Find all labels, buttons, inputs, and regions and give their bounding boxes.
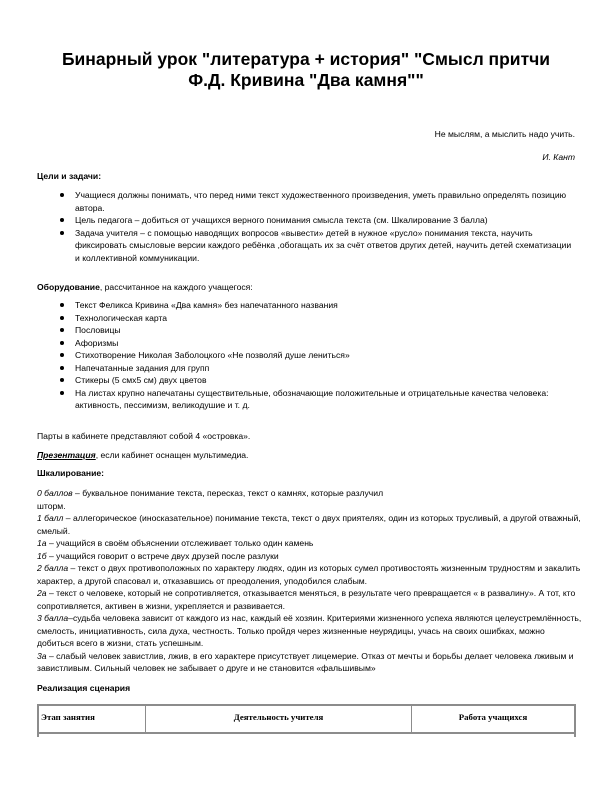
title-line-1: Бинарный урок "литература + история" "Смысл притчи [61,49,551,69]
bullet-icon [60,378,64,382]
list-item: Текст Феликса Кривина «Два камня» без напечатанного названия [57,299,577,312]
presentation-note: Презентация, если кабинет оснащен мультимедиа. [37,450,249,460]
scaling-entry: 1б – учащийся говорит о встрече двух друзей после разлуки [37,550,279,561]
list-item: Технологическая карта [57,312,577,325]
bullet-icon [60,366,64,370]
bullet-icon [60,218,64,222]
bullet-icon [60,341,64,345]
scaling-list [37,487,582,675]
equipment-list [57,299,577,412]
bullet-icon [60,231,64,235]
bullet-icon [60,316,64,320]
scenario-table-header [37,704,576,734]
scaling-entry: 1а – учащийся в своём объяснении отслеживает только один камень [37,538,314,548]
bullet-icon [60,328,64,332]
title-line-2: Ф.Д. Кривина "Два камня"" [188,70,424,90]
column-header-stage: Этап занятия [39,706,146,732]
document-title [30,49,582,91]
scaling-entry: 1 балл – аллегорическое (иносказательное) понимание текста, текст о двух приятелях, один из которых трусливый, а другой отважный, смелый. [37,513,581,536]
goals-heading: Цели и задачи: [37,171,102,181]
list-item: На листах крупно напечатаны существительные, обозначающие положительные и отрицательные качества человека: активность, пессимизм, великодушие и т. д. [57,387,577,412]
bullet-icon [60,391,64,395]
list-item: Задача учителя – с помощью наводящих вопросов «вывести» детей в нужное «русло» понимания текста, научить фиксировать смысловые версии каждого ребёнка ,обогащать их за счёт ответов других детей, научить детей схематизации и коллективной коммуникации. [57,227,577,265]
bullet-icon [60,303,64,307]
scenario-table-body [37,733,576,737]
epigraph-quote: Не мыслям, а мыслить надо учить. [434,129,575,139]
list-item: Афоризмы [57,337,577,350]
scaling-entry: 0 баллов – буквальное понимание текста, пересказ, текст о камнях, которые разлучил шторм. [37,488,384,511]
list-item: Напечатанные задания для групп [57,362,577,375]
bullet-icon [60,193,64,197]
list-item: Стихотворение Николая Заболоцкого «Не позволяй душе лениться» [57,349,577,362]
epigraph-author: И. Кант [542,152,575,162]
scaling-entry: 3 балла–судьба человека зависит от каждого из нас, каждый её хозяин. Критериями жизненного успеха являются целеустремлённость, смелость, инициативность, сила духа, честность. Только пройдя через жизненные неурядицы, учась на своих ошибках, можно добиться всего в жизни, стать успешным. [37,613,582,648]
equipment-heading: Оборудование, рассчитанное на каждого учащегося: [37,282,253,292]
list-item: Стикеры (5 смх5 см) двух цветов [57,374,577,387]
goals-list [57,189,577,264]
column-header-teacher: Деятельность учителя [146,706,412,732]
desks-note: Парты в кабинете представляют собой 4 «островка». [37,431,251,441]
column-header-students: Работа учащихся [458,712,528,722]
bullet-icon [60,353,64,357]
scaling-entry: 2 балла – текст о двух противоположных по характеру людях, один из которых сумел противостоять жизненным трудностям и закалить характер, а другой спасовал и, отказавшись от преодоления, уподобился слабым. [37,563,581,586]
scaling-heading: Шкалирование: [37,468,105,478]
list-item: Учащиеся должны понимать, что перед ними текст художественного произведения, уметь правильно определять позицию автора. [57,189,577,214]
scaling-entry: 2а – текст о человеке, который не сопротивляется, отказывается меняться, в результате чего превращается « в развалину». А тот, кто сопротивляется, активен в жизни, укрепляется и развивается. [37,588,576,611]
presentation-label: Презентация [37,450,96,460]
list-item: Пословицы [57,324,577,337]
scenario-heading: Реализация сценария [37,683,131,693]
scaling-entry: 3а – слабый человек завистлив, лжив, в его характере присутствует лицемерие. Отказ от мечты и борьбы делает человека лживым и завистливым. Сильный человек не забывает о друге и не становится «фальшивым» [37,650,574,673]
list-item: Цель педагога – добиться от учащихся верного понимания смысла текста (см. Шкалирование 3 балла) [57,214,577,227]
